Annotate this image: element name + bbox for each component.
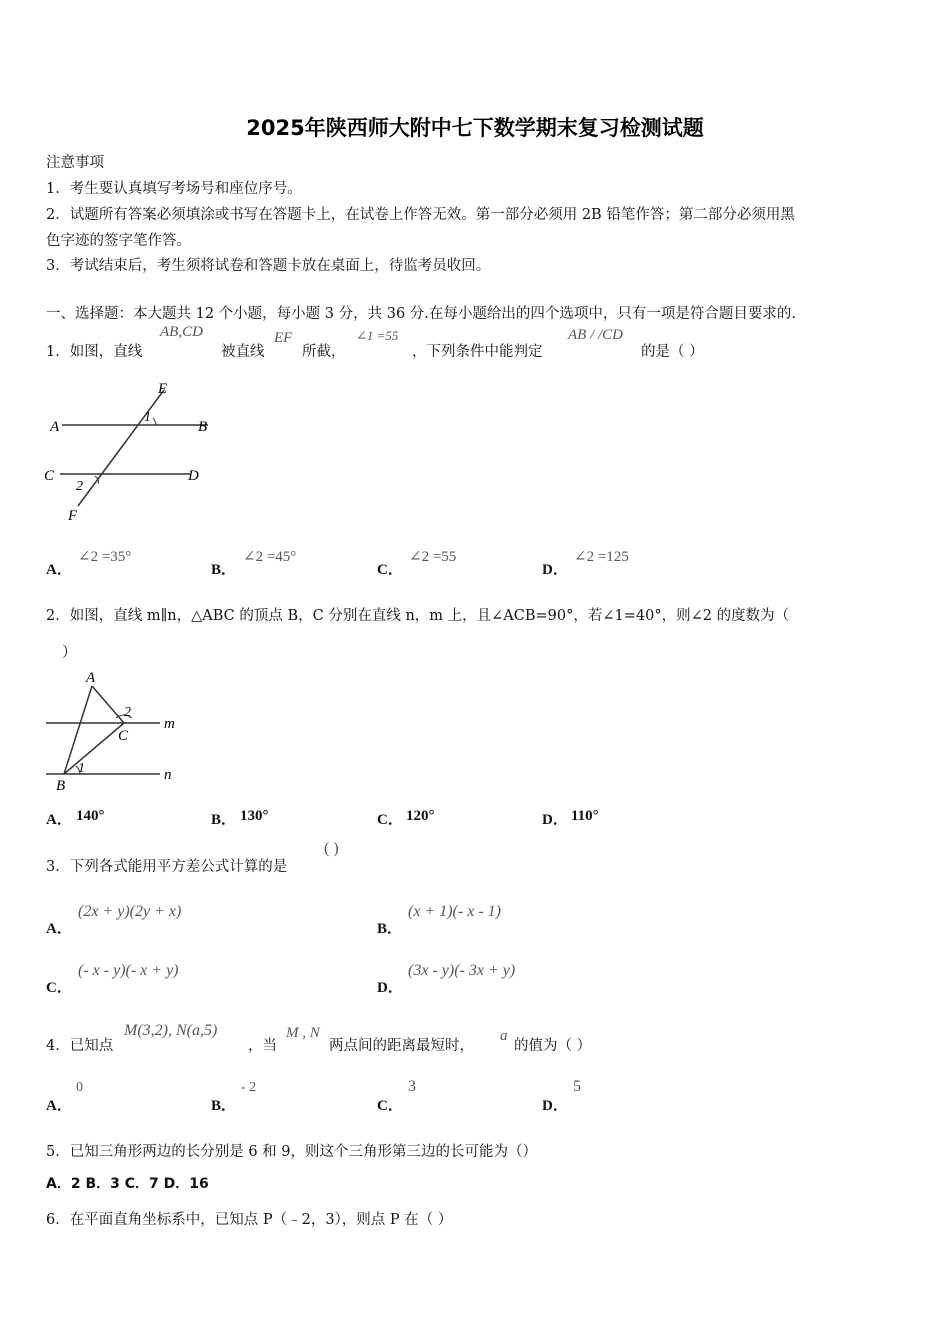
side-ac: [92, 686, 124, 723]
q5-options[interactable]: A．2 B．3 C．7 D．16: [46, 1176, 209, 1192]
q6-text: 6．在平面直角坐标系中，已知点 P（﹣2，3），则点 P 在（ ）: [46, 1212, 453, 1228]
label-n: n: [164, 767, 172, 783]
q1-option-b-value: ∠2 =45°: [243, 549, 297, 565]
q3-option-a-label[interactable]: A．: [46, 921, 72, 937]
q3-option-d-value: (3x - y)(- 3x + y): [408, 962, 516, 979]
label-a: A: [86, 670, 96, 686]
q3-option-a-value: (2x + y)(2y + x): [78, 903, 182, 920]
label-1: 1: [144, 410, 151, 425]
label-f: F: [68, 508, 78, 524]
q1-option-c-value: ∠2 =55: [409, 549, 457, 565]
q2-text: 2．如图，直线 m∥n，△ABC 的顶点 B，C 分别在直线 n，m 上，且∠ACB=90°，若∠1=40°，则∠2 的度数为（: [46, 608, 790, 624]
q1-text-4: ，下列条件中能判定: [412, 344, 543, 360]
q4-math-mn: M , N: [286, 1025, 320, 1041]
label-m: m: [164, 716, 175, 732]
q4-math-points: M(3,2), N(a,5): [124, 1022, 218, 1039]
label-b: B: [56, 778, 66, 794]
q1-option-a-label[interactable]: A．: [46, 562, 72, 578]
q2-option-d-label[interactable]: D．: [542, 812, 568, 828]
q4-text-3: 两点间的距离最短时，: [329, 1038, 474, 1054]
q4-option-c-label[interactable]: C．: [377, 1098, 403, 1114]
label-1: 1: [78, 761, 85, 776]
label-a: A: [50, 419, 60, 435]
q1-option-a-value: ∠2 =35°: [78, 549, 132, 565]
q4-text-4: 的值为（ ）: [514, 1038, 592, 1054]
q2-option-d-value: 110°: [571, 808, 599, 824]
q2-option-a-label[interactable]: A．: [46, 812, 72, 828]
label-2: 2: [76, 479, 83, 494]
q1-text-2: 被直线: [221, 344, 265, 360]
q4-option-a-value: 0: [76, 1080, 83, 1095]
q1-text-3: 所截，: [302, 344, 346, 360]
q2-option-a-value: 140°: [76, 808, 105, 824]
q1-option-c-label[interactable]: C．: [377, 562, 403, 578]
notice-item-2-cont: 色字迹的签字笔作答。: [46, 233, 191, 249]
q4-option-b-label[interactable]: B．: [211, 1098, 237, 1114]
notice-item-2: 2．试题所有答案必须填涂或书写在答题卡上，在试卷上作答无效。第一部分必须用 2B 铅笔作答；第二部分必须用黑: [46, 207, 795, 223]
q4-math-a: a: [500, 1028, 508, 1044]
q1-figure: [40, 376, 220, 524]
page-title: 2025年陕西师大附中七下数学期末复习检测试题: [246, 116, 704, 140]
q4-text-2: ，当: [248, 1038, 277, 1054]
q2-option-c-value: 120°: [406, 808, 435, 824]
q3-option-c-label[interactable]: C．: [46, 980, 72, 996]
q3-option-c-value: (- x - y)(- x + y): [78, 962, 179, 979]
q2-option-b-value: 130°: [240, 808, 269, 824]
notice-item-3: 3．考试结束后，考生须将试卷和答题卡放在桌面上，待监考员收回。: [46, 258, 491, 274]
q1-math-parallel: AB / /CD: [568, 327, 623, 343]
label-e: E: [158, 381, 168, 397]
q1-text-5: 的是（ ）: [641, 344, 704, 360]
notice-heading: 注意事项: [46, 155, 104, 171]
q4-option-a-label[interactable]: A．: [46, 1098, 72, 1114]
q1-text-1: 1．如图，直线: [46, 344, 143, 360]
label-c: C: [118, 728, 129, 744]
q1-math-lines: AB,CD: [160, 324, 203, 340]
q1-option-d-label[interactable]: D．: [542, 562, 568, 578]
q4-text-1: 4．已知点: [46, 1038, 114, 1054]
q2-text-cont: ）: [62, 645, 77, 661]
label-2: 2: [124, 705, 131, 720]
side-bc: [64, 723, 124, 774]
q4-option-c-value: 3: [408, 1078, 416, 1095]
q2-option-b-label[interactable]: B．: [211, 812, 237, 828]
q3-option-b-value: (x + 1)(- x - 1): [408, 903, 501, 920]
q4-option-d-value: 5: [573, 1078, 581, 1095]
q2-option-c-label[interactable]: C．: [377, 812, 403, 828]
angle-1-arc: [153, 418, 156, 425]
notice-item-1: 1．考生要认真填写考场号和座位序号。: [46, 181, 302, 197]
q4-option-d-label[interactable]: D．: [542, 1098, 568, 1114]
label-b: B: [198, 419, 208, 435]
q1-math-ef: EF: [274, 330, 293, 346]
q1-math-angle: ∠1 =55: [356, 328, 399, 343]
q4-option-b-value: - 2: [241, 1080, 257, 1095]
q3-option-d-label[interactable]: D．: [377, 980, 403, 996]
line-ef: [78, 390, 164, 506]
q3-option-b-label[interactable]: B．: [377, 921, 403, 937]
q1-option-b-label[interactable]: B．: [211, 562, 237, 578]
q3-paren: ( ): [324, 840, 339, 857]
q2-figure: [40, 666, 190, 796]
q5-text: 5．已知三角形两边的长分别是 6 和 9，则这个三角形第三边的长可能为（）: [46, 1144, 538, 1160]
label-c: C: [44, 468, 55, 484]
q3-text: 3．下列各式能用平方差公式计算的是: [46, 859, 288, 875]
section-heading: 一、选择题：本大题共 12 个小题，每小题 3 分，共 36 分.在每小题给出的四个选项中，只有一项是符合题目要求的.: [46, 306, 796, 322]
label-d: D: [188, 468, 199, 484]
q1-option-d-value: ∠2 =125: [574, 549, 629, 565]
